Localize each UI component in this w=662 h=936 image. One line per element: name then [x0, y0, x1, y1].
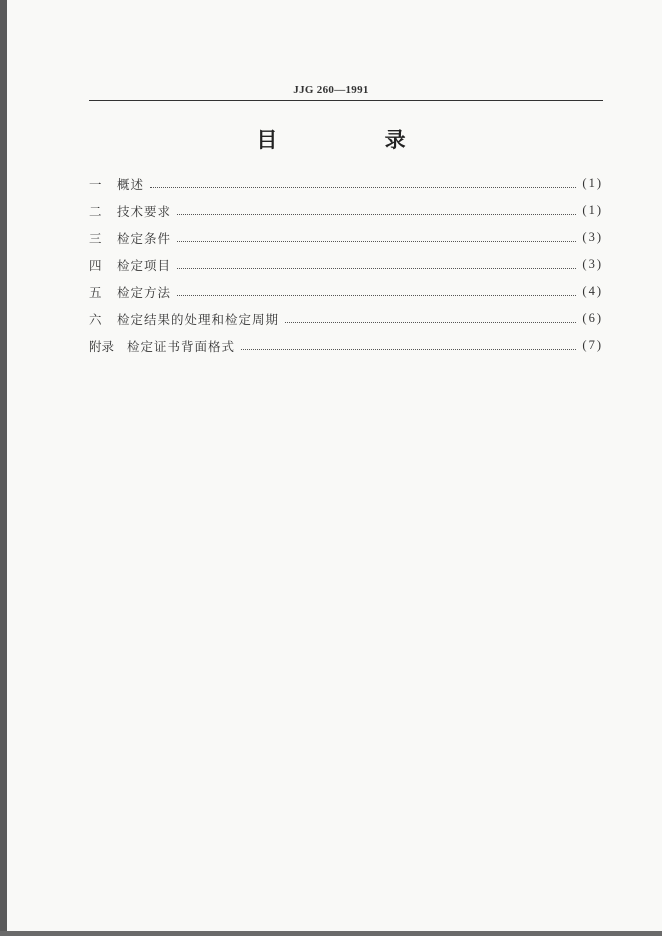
standard-code: JJG 260—1991 — [293, 84, 369, 96]
toc-entry-page: (1) — [582, 176, 603, 190]
toc-entry-label: 检定结果的处理和检定周期 — [117, 311, 280, 327]
toc-entry-label: 检定项目 — [117, 257, 172, 273]
toc-entry-page: (1) — [582, 203, 603, 217]
toc-entry-page: (6) — [582, 311, 603, 325]
toc-entry — [89, 332, 603, 359]
toc-entry — [89, 278, 603, 305]
toc-entry-label: 技术要求 — [117, 203, 172, 219]
toc-entry — [89, 251, 603, 278]
toc-entry — [89, 197, 603, 224]
toc-entry — [89, 170, 603, 197]
toc-leader-dots — [285, 321, 576, 323]
toc-entry-number: 三 — [89, 230, 102, 246]
toc-entry-page: (4) — [582, 284, 603, 298]
header-rule — [89, 100, 603, 101]
toc-entry-page: (3) — [582, 230, 603, 244]
toc-leader-dots — [177, 294, 576, 296]
toc-leader-dots — [150, 186, 576, 188]
toc-entry-number: 一 — [89, 176, 102, 192]
table-of-contents — [89, 170, 603, 359]
toc-entry-label: 检定证书背面格式 — [127, 338, 236, 354]
toc-entry-label: 检定条件 — [117, 230, 172, 246]
toc-leader-dots — [177, 267, 576, 269]
scan-edge-bottom — [0, 931, 662, 936]
toc-entry-label: 检定方法 — [117, 284, 172, 300]
toc-entry-number: 六 — [89, 311, 102, 327]
toc-entry-page: (7) — [582, 338, 603, 352]
toc-entry — [89, 224, 603, 251]
toc-leader-dots — [241, 348, 576, 350]
toc-entry-page: (3) — [582, 257, 603, 271]
toc-entry-number: 四 — [89, 257, 102, 273]
toc-entry-number: 五 — [89, 284, 102, 300]
toc-leader-dots — [177, 240, 576, 242]
toc-entry-label: 概述 — [117, 176, 145, 192]
toc-leader-dots — [177, 213, 576, 215]
toc-entry-number: 二 — [89, 203, 102, 219]
page-title: 目 录 — [256, 128, 456, 152]
toc-entry — [89, 305, 603, 332]
toc-entry-number: 附录 — [89, 338, 115, 354]
